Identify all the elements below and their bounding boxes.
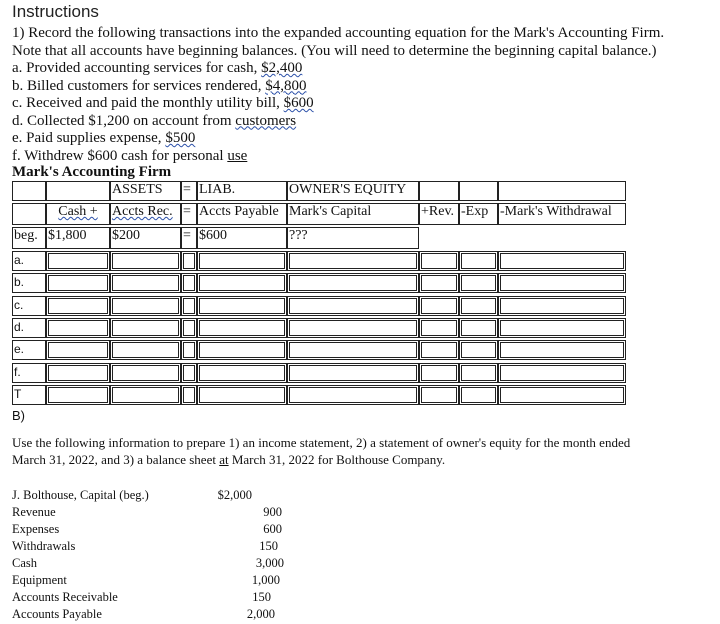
firm-name: Mark's Accounting Firm [12, 164, 172, 180]
cash-column-header: Cash + [46, 203, 110, 225]
assets-header: ASSETS [110, 181, 181, 201]
revenue-cell[interactable] [419, 318, 459, 338]
accounts-payable-column-header: Accts Payable [197, 203, 287, 225]
owners-equity-header: OWNER'S EQUITY [287, 181, 419, 201]
expense-cell[interactable] [459, 363, 498, 383]
accounts-payable-cell[interactable] [197, 363, 287, 383]
cash-cell[interactable] [46, 340, 110, 360]
row-label: d. [12, 318, 46, 338]
capital-cell[interactable] [287, 318, 419, 338]
part1-intro-line1: 1) Record the following transactions into the expanded accounting equation for the Mark's Accounting Firm. [12, 25, 665, 41]
revenue-cell[interactable] [419, 296, 459, 316]
part2-intro-line1: Use the following information to prepare 1) an income statement, 2) a statement of owner's equity for the month ended [12, 435, 631, 450]
beg-cash: $1,800 [46, 227, 110, 249]
equals-sign[interactable] [181, 340, 197, 360]
list-item: Cash 3,000 [12, 556, 284, 570]
accounts-payable-cell[interactable] [197, 318, 287, 338]
header-empty-cell [459, 181, 498, 201]
accounting-equation-table [12, 181, 626, 407]
accounts-payable-cell[interactable] [197, 385, 287, 405]
row-label: a. [12, 251, 46, 271]
transaction-a: a. Provided accounting services for cash, $2,400 [12, 60, 303, 76]
capital-cell[interactable] [287, 385, 419, 405]
cash-cell[interactable] [46, 318, 110, 338]
expense-cell[interactable] [459, 251, 498, 271]
revenue-cell[interactable] [419, 385, 459, 405]
list-item: Accounts Payable 2,000 [12, 607, 275, 621]
list-item: Revenue 900 [12, 505, 282, 519]
accounts-receivable-cell[interactable] [110, 340, 181, 360]
capital-cell[interactable] [287, 296, 419, 316]
equals-sign[interactable] [181, 251, 197, 271]
transaction-d: d. Collected $1,200 on account from customers [12, 112, 297, 129]
liabilities-header: LIAB. [197, 181, 287, 201]
part2-intro-line2: March 31, 2022, and 3) a balance sheet at March 31, 2022 for Bolthouse Company. [12, 452, 446, 467]
part2-instructions [12, 434, 630, 468]
capital-cell[interactable] [287, 363, 419, 383]
transaction-f: f. Withdrew $600 cash for personal use [12, 147, 248, 164]
list-item: Withdrawals 150 [12, 539, 278, 553]
revenue-column-header: +Rev. [419, 203, 459, 225]
capital-cell[interactable] [287, 340, 419, 360]
cash-cell[interactable] [46, 296, 110, 316]
equals-sign[interactable] [181, 318, 197, 338]
accounts-receivable-cell[interactable] [110, 385, 181, 405]
cash-cell[interactable] [46, 385, 110, 405]
accounts-payable-cell[interactable] [197, 251, 287, 271]
header-empty-cell [419, 181, 459, 201]
beg-accounts-receivable: $200 [110, 227, 181, 249]
equals-sign: = [181, 227, 197, 249]
list-item: Expenses 600 [12, 522, 282, 536]
accounts-receivable-cell[interactable] [110, 318, 181, 338]
capital-cell[interactable] [287, 251, 419, 271]
expense-cell[interactable] [459, 296, 498, 316]
beg-capital: ??? [287, 227, 419, 249]
withdrawal-cell[interactable] [498, 340, 626, 360]
accounts-payable-cell[interactable] [197, 273, 287, 293]
withdrawal-cell[interactable] [498, 318, 626, 338]
accounts-receivable-column-header: Accts Rec. [110, 203, 181, 225]
transaction-c: c. Received and paid the monthly utility bill, $600 [12, 95, 314, 111]
transaction-b: b. Billed customers for services rendered, $4,800 [12, 77, 307, 94]
equals-sign[interactable] [181, 363, 197, 383]
cash-cell[interactable] [46, 273, 110, 293]
withdrawal-cell[interactable] [498, 363, 626, 383]
header-empty-cell [12, 203, 46, 225]
beg-accounts-payable: $600 [197, 227, 287, 249]
row-label: T [12, 385, 46, 405]
row-label: c. [12, 296, 46, 316]
withdrawal-cell[interactable] [498, 251, 626, 271]
part1-intro-line2: Note that all accounts have beginning balances. (You will need to determine the beginning capital balance.) [12, 42, 657, 59]
equals-sign[interactable] [181, 296, 197, 316]
expense-cell[interactable] [459, 340, 498, 360]
row-label: e. [12, 340, 46, 360]
accounts-receivable-cell[interactable] [110, 251, 181, 271]
page-title: Instructions [12, 2, 99, 21]
withdrawal-cell[interactable] [498, 296, 626, 316]
header-empty-cell [12, 181, 46, 201]
revenue-cell[interactable] [419, 273, 459, 293]
expense-cell[interactable] [459, 385, 498, 405]
equals-sign[interactable] [181, 385, 197, 405]
list-item: Equipment 1,000 [12, 573, 280, 587]
row-label: beg. [12, 227, 46, 249]
withdrawal-cell[interactable] [498, 273, 626, 293]
revenue-cell[interactable] [419, 251, 459, 271]
withdrawal-cell[interactable] [498, 385, 626, 405]
accounts-receivable-cell[interactable] [110, 273, 181, 293]
part1-instructions [12, 25, 664, 165]
transaction-e: e. Paid supplies expense, $500 [12, 130, 196, 146]
expense-column-header: -Exp [459, 203, 498, 225]
revenue-cell[interactable] [419, 340, 459, 360]
equals-sign: = [181, 181, 197, 201]
part-b-label: B) [12, 408, 25, 423]
header-empty-cell [498, 181, 626, 201]
equals-sign: = [181, 203, 197, 225]
accounts-receivable-cell[interactable] [110, 296, 181, 316]
cash-cell[interactable] [46, 363, 110, 383]
revenue-cell[interactable] [419, 363, 459, 383]
accounts-receivable-cell[interactable] [110, 363, 181, 383]
header-empty-cell [46, 181, 110, 201]
row-label: b. [12, 273, 46, 293]
row-label: f. [12, 363, 46, 383]
expense-cell[interactable] [459, 318, 498, 338]
list-item: Accounts Receivable 150 [12, 590, 271, 604]
expense-cell[interactable] [459, 273, 498, 293]
cash-cell[interactable] [46, 251, 110, 271]
list-item: J. Bolthouse, Capital (beg.) $2,000 [12, 488, 252, 502]
marks-capital-column-header: Mark's Capital [287, 203, 419, 225]
accounts-payable-cell[interactable] [197, 296, 287, 316]
capital-cell[interactable] [287, 273, 419, 293]
accounts-payable-cell[interactable] [197, 340, 287, 360]
equals-sign[interactable] [181, 273, 197, 293]
withdrawal-column-header: -Mark's Withdrawal [498, 203, 626, 225]
